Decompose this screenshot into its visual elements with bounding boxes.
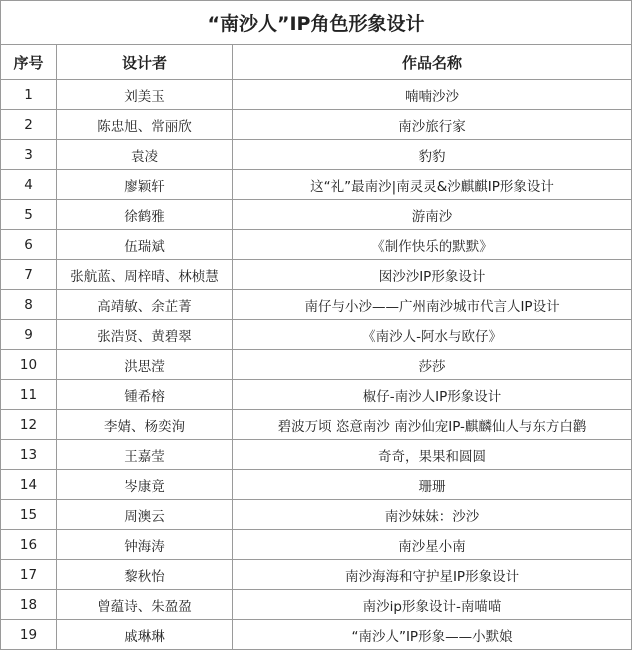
cell-work: 南沙海海和守护星IP形象设计 xyxy=(233,560,632,590)
table-row xyxy=(1,170,632,200)
cell-designer: 周澳云 xyxy=(57,500,233,530)
cell-designer: 戚琳琳 xyxy=(57,620,233,650)
header-index: 序号 xyxy=(1,45,57,80)
cell-work: 南沙旅行家 xyxy=(233,110,632,140)
table-row xyxy=(1,110,632,140)
cell-work: 碧波万顷 恣意南沙 南沙仙宠IP-麒麟仙人与东方白鹳 xyxy=(233,410,632,440)
cell-designer: 陈忠旭、常丽欣 xyxy=(57,110,233,140)
cell-designer: 李婧、杨奕洵 xyxy=(57,410,233,440)
cell-designer: 廖颖轩 xyxy=(57,170,233,200)
cell-designer: 徐鹤雅 xyxy=(57,200,233,230)
table-row xyxy=(1,470,632,500)
cell-index: 10 xyxy=(1,350,57,380)
cell-designer: 岑康竟 xyxy=(57,470,233,500)
cell-index: 6 xyxy=(1,230,57,260)
table-row xyxy=(1,440,632,470)
cell-work: 珊珊 xyxy=(233,470,632,500)
cell-index: 5 xyxy=(1,200,57,230)
cell-index: 7 xyxy=(1,260,57,290)
cell-work: 南仔与小沙——广州南沙城市代言人IP设计 xyxy=(233,290,632,320)
title-row xyxy=(1,1,632,45)
cell-work: 奇奇，果果和圆圆 xyxy=(233,440,632,470)
cell-designer: 钟海涛 xyxy=(57,530,233,560)
cell-work: 这“礼”最南沙|南灵灵&沙麒麒IP形象设计 xyxy=(233,170,632,200)
cell-index: 4 xyxy=(1,170,57,200)
cell-designer: 黎秋怡 xyxy=(57,560,233,590)
cell-work: 囡沙沙IP形象设计 xyxy=(233,260,632,290)
table-row xyxy=(1,260,632,290)
table-row xyxy=(1,230,632,260)
cell-work: 南沙妹妹：沙沙 xyxy=(233,500,632,530)
table-row xyxy=(1,290,632,320)
cell-index: 11 xyxy=(1,380,57,410)
table-row xyxy=(1,200,632,230)
cell-index: 16 xyxy=(1,530,57,560)
cell-index: 2 xyxy=(1,110,57,140)
cell-work: 南沙星小南 xyxy=(233,530,632,560)
cell-work: 南沙ip形象设计-南喵喵 xyxy=(233,590,632,620)
cell-index: 13 xyxy=(1,440,57,470)
table-row xyxy=(1,410,632,440)
table-row xyxy=(1,500,632,530)
cell-designer: 王嘉莹 xyxy=(57,440,233,470)
cell-designer: 袁凌 xyxy=(57,140,233,170)
cell-designer: 高靖敏、余芷菁 xyxy=(57,290,233,320)
cell-designer: 曾蕴诗、朱盈盈 xyxy=(57,590,233,620)
cell-index: 1 xyxy=(1,80,57,110)
table-row xyxy=(1,380,632,410)
table-row xyxy=(1,140,632,170)
cell-index: 9 xyxy=(1,320,57,350)
cell-work: 豹豹 xyxy=(233,140,632,170)
table-row xyxy=(1,590,632,620)
table-title: “南沙人”IP角色形象设计 xyxy=(1,1,632,45)
cell-work: 《制作快乐的默默》 xyxy=(233,230,632,260)
cell-index: 12 xyxy=(1,410,57,440)
cell-designer: 张航蓝、周梓晴、林桢慧 xyxy=(57,260,233,290)
cell-index: 3 xyxy=(1,140,57,170)
cell-designer: 洪思滢 xyxy=(57,350,233,380)
cell-index: 14 xyxy=(1,470,57,500)
cell-work: 椒仔-南沙人IP形象设计 xyxy=(233,380,632,410)
cell-index: 18 xyxy=(1,590,57,620)
cell-work: 《南沙人-阿水与欧仔》 xyxy=(233,320,632,350)
cell-index: 15 xyxy=(1,500,57,530)
table-body xyxy=(1,80,632,650)
header-work: 作品名称 xyxy=(233,45,632,80)
cell-designer: 锺希榕 xyxy=(57,380,233,410)
cell-designer: 张浩贤、黄碧翠 xyxy=(57,320,233,350)
table-row xyxy=(1,560,632,590)
header-designer: 设计者 xyxy=(57,45,233,80)
cell-work: 莎莎 xyxy=(233,350,632,380)
header-row xyxy=(1,45,632,80)
cell-designer: 刘美玉 xyxy=(57,80,233,110)
cell-work: 喃喃沙沙 xyxy=(233,80,632,110)
cell-work: “南沙人”IP形象——小默娘 xyxy=(233,620,632,650)
table-row xyxy=(1,620,632,650)
cell-index: 17 xyxy=(1,560,57,590)
table-row xyxy=(1,530,632,560)
cell-designer: 伍瑞斌 xyxy=(57,230,233,260)
table-row xyxy=(1,80,632,110)
cell-work: 游南沙 xyxy=(233,200,632,230)
table-row xyxy=(1,350,632,380)
table-row xyxy=(1,320,632,350)
cell-index: 19 xyxy=(1,620,57,650)
cell-index: 8 xyxy=(1,290,57,320)
